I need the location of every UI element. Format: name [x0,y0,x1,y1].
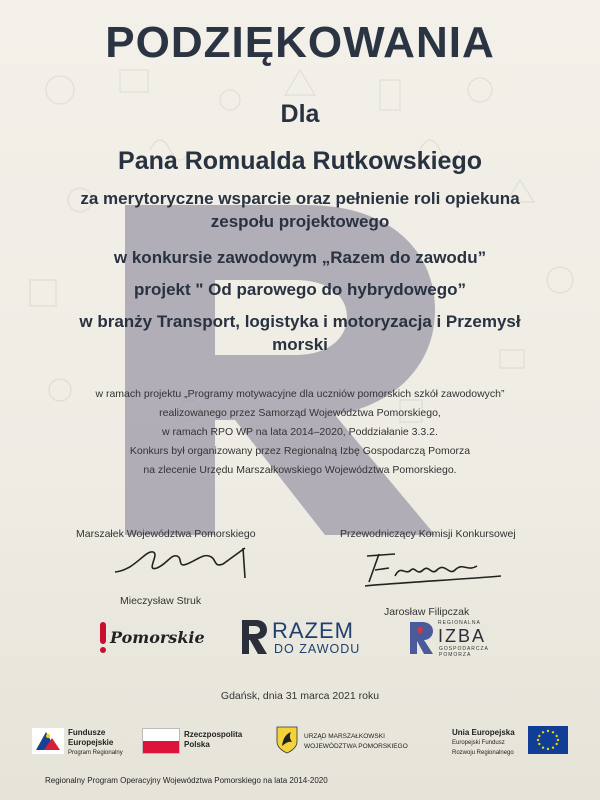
fundusze-europejskie-icon [32,728,64,754]
fundusze-text [68,728,123,758]
detail-line: realizowanego przez Samorząd Województwa Pomorskiego, [159,407,441,419]
razem-logo-bottom: DO ZAWODU [274,642,361,656]
reason-line: zespołu projektowego [210,212,390,231]
izba-gospodarcza-logo [408,620,518,660]
right-signer-name: Jarosław Filipczak [384,606,470,618]
left-signer-role: Marszałek Województwa Pomorskiego [76,528,256,540]
issue-date: Gdańsk, dnia 31 marca 2021 roku [220,690,380,702]
right-signer-role: Przewodniczący Komisji Konkursowej [340,528,516,540]
ue-line-3: Rozwoju Regionalnego [452,750,514,756]
izba-logo-gospodarcza: GOSPODARCZA [439,646,489,652]
izba-logo-big: IZBA [438,626,487,646]
polish-flag-icon [142,728,180,754]
contest-line: w konkursie zawodowym „Razem do zawodu” [113,248,487,267]
right-signature [355,546,505,590]
fe-line-1: Fundusze [68,728,106,737]
reason-text [0,187,600,233]
rp-line-1: Rzeczpospolita [184,730,243,739]
um-line-2: WOJEWÓDZTWA POMORSKIEGO [304,743,408,750]
razem-logo-top: RAZEM [272,618,354,643]
left-signer-name: Mieczysław Struk [120,595,202,607]
pomorskie-exclamation-dot [100,647,106,653]
pomorskie-logo [100,622,220,656]
reason-line: za merytoryczne wsparcie oraz pełnienie roli opiekuna [80,189,520,208]
urzad-text [304,732,408,752]
left-signature [105,542,255,582]
dla-label: Dla [280,100,320,128]
razem-do-zawodu-logo [240,618,380,662]
recipient-name: Pana Romualda Rutkowskiego [118,147,482,175]
program-details [0,385,600,480]
ue-line-2: Europejski Fundusz [452,740,505,746]
pomorskie-exclamation-bar [100,622,106,644]
rzeczpospolita-text [184,730,242,750]
detail-line: na zlecenie Urzędu Marszałkowskiego Województwa Pomorskiego. [143,464,457,476]
razem-r-icon [240,620,268,654]
unia-text [452,728,515,758]
detail-line: w ramach RPO WP na lata 2014–2020, Poddziałanie 3.3.2. [162,426,438,438]
project-line: projekt " Od parowego do hybrydowego” [133,280,467,299]
branch-line: morski [272,335,328,354]
rp-line-2: Polska [184,740,210,749]
izba-logo-regionalna: REGIONALNA [438,620,481,626]
izba-logo-pomorza: POMORZA [439,652,472,658]
pomorskie-logo-text: Pomorskie [110,628,205,647]
detail-line: w ramach projektu „Programy motywacyjne dla uczniów pomorskich szkół zawodowych” [95,388,505,400]
eu-flag-icon [528,726,568,754]
fe-line-3: Program Regionalny [68,750,123,756]
um-line-1: URZĄD MARSZAŁKOWSKI [304,733,385,740]
izba-r-icon [408,622,434,654]
branch-line: w branży Transport, logistyka i motoryzacja i Przemysł [79,312,521,331]
fe-line-2: Europejskie [68,738,114,747]
pomorskie-griffin-crest-icon [276,726,298,754]
ue-line-1: Unia Europejska [452,728,515,737]
rpo-footer-line: Regionalny Program Operacyjny Województwa Pomorskiego na lata 2014-2020 [45,776,328,785]
branch-text [0,310,600,356]
detail-line: Konkurs był organizowany przez Regionalną Izbę Gospodarczą Pomorza [129,445,471,457]
page-title: PODZIĘKOWANIA [105,18,495,67]
funding-logos-bar [32,722,592,772]
